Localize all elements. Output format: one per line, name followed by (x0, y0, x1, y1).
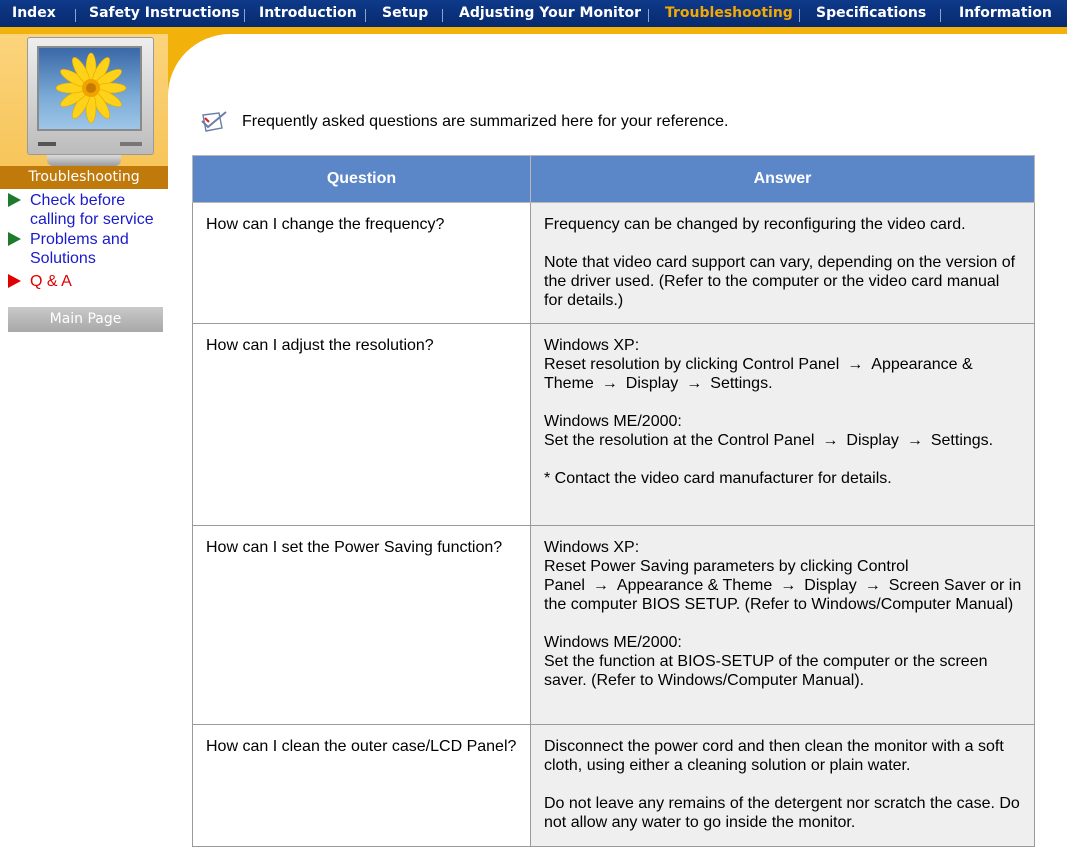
answer-text: Settings. (930, 432, 994, 449)
triangle-bullet-icon (8, 274, 21, 288)
sidebar-links (8, 191, 168, 292)
nav-separator (365, 9, 366, 22)
nav-separator (648, 9, 649, 22)
nav-item-information[interactable]: Information (959, 5, 1052, 21)
label-line: calling for service (30, 211, 154, 228)
sidebar-item-q-and-a[interactable] (8, 272, 168, 291)
monitor-buttons (120, 142, 142, 146)
sidebar-item-label (30, 230, 129, 268)
nav-item-troubleshooting[interactable]: Troubleshooting (665, 5, 793, 21)
table-row (193, 725, 1035, 847)
answer-text: Appearance & Theme (544, 356, 973, 392)
faq-table (192, 155, 1035, 847)
answer-paragraph: * Contact the video card manufacturer for details. (544, 470, 892, 487)
label-line: Problems and (30, 231, 129, 248)
question-cell: How can I change the frequency? (193, 203, 531, 324)
column-header-question: Question (193, 156, 531, 203)
monitor-bezel (27, 37, 154, 155)
label-line: Check before (30, 192, 126, 209)
nav-separator (442, 9, 443, 22)
triangle-bullet-icon (8, 193, 21, 207)
right-arrow-icon: → (601, 375, 618, 392)
intro (200, 110, 728, 134)
sunflower-image (37, 46, 142, 131)
nav-separator (940, 9, 941, 22)
nav-item-specifications[interactable]: Specifications (816, 5, 927, 21)
table-row (193, 526, 1035, 725)
main-page-button[interactable]: Main Page (8, 307, 163, 332)
table-header-row (193, 156, 1035, 203)
answer-cell (531, 526, 1035, 725)
monitor-stand (47, 155, 121, 166)
sidebar-item-problems-and-solutions[interactable] (8, 230, 168, 268)
os-label: Windows ME/2000: (544, 413, 682, 430)
nav-item-index[interactable]: Index (12, 5, 56, 21)
answer-paragraph (544, 538, 1022, 614)
nav-item-setup[interactable]: Setup (382, 5, 429, 21)
answer-text: Set the function at BIOS-SETUP of the computer or the screen saver. (Refer to Windows/Computer Manual). (544, 653, 988, 689)
nav-separator (244, 9, 245, 22)
nav-item-introduction[interactable]: Introduction (259, 5, 357, 21)
answer-text: Screen Saver or in the computer BIOS SETUP. (Refer to Windows/Computer Manual) (544, 577, 1022, 613)
monitor-logo (38, 142, 56, 146)
question-cell: How can I adjust the resolution? (193, 324, 531, 526)
answer-paragraph (544, 633, 1022, 690)
right-arrow-icon: → (864, 577, 881, 594)
right-arrow-icon: → (780, 577, 797, 594)
answer-cell (531, 203, 1035, 324)
sidebar-item-check-before-calling[interactable] (8, 191, 168, 229)
section-label: Troubleshooting (0, 166, 168, 189)
answer-paragraph (544, 336, 1022, 393)
column-header-answer: Answer (531, 156, 1035, 203)
answer-paragraph: Disconnect the power cord and then clean the monitor with a soft cloth, using either a cleaning solution or plain water. (544, 738, 1004, 774)
os-label: Windows ME/2000: (544, 634, 682, 651)
checklist-icon (200, 110, 228, 134)
answer-cell (531, 324, 1035, 526)
answer-text: Display (625, 375, 679, 392)
nav-separator (75, 9, 76, 22)
nav-item-safety-instructions[interactable]: Safety Instructions (89, 5, 240, 21)
answer-text: Set the resolution at the Control Panel (544, 432, 815, 449)
answer-text: Display (804, 577, 857, 594)
question-cell: How can I clean the outer case/LCD Panel? (193, 725, 531, 847)
monitor-illustration (0, 34, 168, 166)
sidebar-item-label: Q & A (30, 273, 72, 290)
answer-text: Reset resolution by clicking Control Panel (544, 356, 840, 373)
right-arrow-icon: → (847, 356, 864, 373)
intro-text: Frequently asked questions are summarized here for your reference. (242, 113, 729, 130)
answer-text: Appearance & Theme (616, 577, 773, 594)
answer-text: Reset Power Saving parameters by clicking Control Panel (544, 558, 909, 594)
top-navigation (0, 0, 1067, 27)
os-label: Windows XP: (544, 337, 640, 354)
answer-text: Settings. (710, 375, 773, 392)
right-arrow-icon: → (906, 432, 923, 449)
table-row (193, 324, 1035, 526)
answer-paragraph: Do not leave any remains of the detergent nor scratch the case. Do not allow any water to go inside the monitor. (544, 795, 1020, 831)
nav-item-adjusting-your-monitor[interactable]: Adjusting Your Monitor (459, 5, 642, 21)
os-label: Windows XP: (544, 539, 640, 556)
sidebar-item-label (30, 191, 154, 229)
question-cell: How can I set the Power Saving function? (193, 526, 531, 725)
panel-corner-decoration (168, 34, 238, 104)
right-arrow-icon: → (686, 375, 703, 392)
answer-paragraph: Note that video card support can vary, depending on the version of the driver used. (Refer to the computer or the video card manual for details.) (544, 254, 1016, 309)
table-row (193, 203, 1035, 324)
answer-paragraph (544, 412, 1022, 450)
triangle-bullet-icon (8, 232, 21, 246)
accent-bar (0, 27, 1067, 34)
label-line: Solutions (30, 250, 96, 267)
right-arrow-icon: → (592, 577, 609, 594)
answer-paragraph: Frequency can be changed by reconfiguring the video card. (544, 216, 966, 233)
nav-separator (799, 9, 800, 22)
answer-text: Display (846, 432, 899, 449)
answer-cell (531, 725, 1035, 847)
right-arrow-icon: → (822, 432, 839, 449)
